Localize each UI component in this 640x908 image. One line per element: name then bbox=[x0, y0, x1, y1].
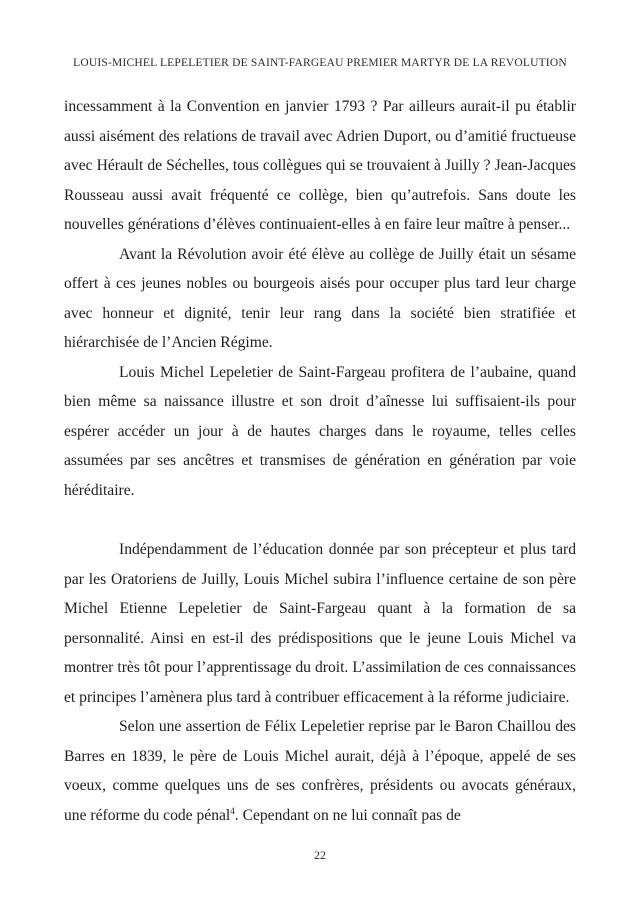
running-head: LOUIS-MICHEL LEPELETIER DE SAINT-FARGEAU PREMIER MARTYR DE LA REVOLUTION bbox=[73, 57, 567, 69]
paragraph-penal-code-tail: . Cependant on ne lui connaît pas de bbox=[234, 806, 461, 824]
footnote-reference[interactable]: 4 bbox=[230, 805, 235, 816]
paragraph-continuation: incessamment à la Convention en janvier 1793 ? Par ailleurs aurait-il pu établir aussi aisément des relations de travail avec Adrien Duport, ou d’amitié fructueuse avec Hérault de Séchelles, tous collègues qui se trouvaient à Juilly ? Jean-Jacques Rousseau aussi avait fréquenté ce collège, bien qu’autrefois. Sans doute les nouvelles générations d’élèves continuaient-elles à en faire leur maître à penser... bbox=[64, 98, 576, 233]
paragraph-penal-code bbox=[64, 712, 576, 830]
paragraph-father-influence: Indépendamment de l’éducation donnée par son précepteur et plus tard par les Oratoriens de Juilly, Louis Michel subira l’influence certaine de son père Michel Etienne Lepeletier de Saint-Fargeau quant à la formation de sa personnalité. Ainsi en est-il des prédispositions que le jeune Louis Michel va montrer très tôt pour l’apprentissage du droit. L’assimilation de ces connaissances et principes l’amènera plus tard à contribuer efficacement à la réforme judiciaire. bbox=[64, 541, 576, 706]
page-number: 22 bbox=[314, 848, 326, 862]
paragraph-aubaine: Louis Michel Lepeletier de Saint-Fargeau profitera de l’aubaine, quand bien même sa naissance illustre et son droit d’aînesse lui suffisaient-ils pour espérer accéder un jour à de hautes charges dans le royaume, telles celles assumées par ses ancêtres et transmises de génération en génération par voie héréditaire. bbox=[64, 363, 576, 499]
paragraph-penal-code-text: Selon une assertion de Félix Lepeletier reprise par le Baron Chaillou des Barres en 1839, le père de Louis Michel aurait, déjà à l’époque, appelé de ses voeux, comme quelques uns de ses confrères, présidents ou avocats généraux, une réforme du code pénal bbox=[64, 718, 576, 824]
section-break bbox=[64, 505, 576, 535]
body-text bbox=[64, 92, 576, 830]
paragraph-juilly-sesame: Avant la Révolution avoir été élève au collège de Juilly était un sésame offert à ces jeunes nobles ou bourgeois aisés pour occuper plus tard leur charge avec honneur et dignité, tenir leur rang dans la société bien stratifiée et hiérarchisée de l’Ancien Régime. bbox=[64, 245, 576, 351]
